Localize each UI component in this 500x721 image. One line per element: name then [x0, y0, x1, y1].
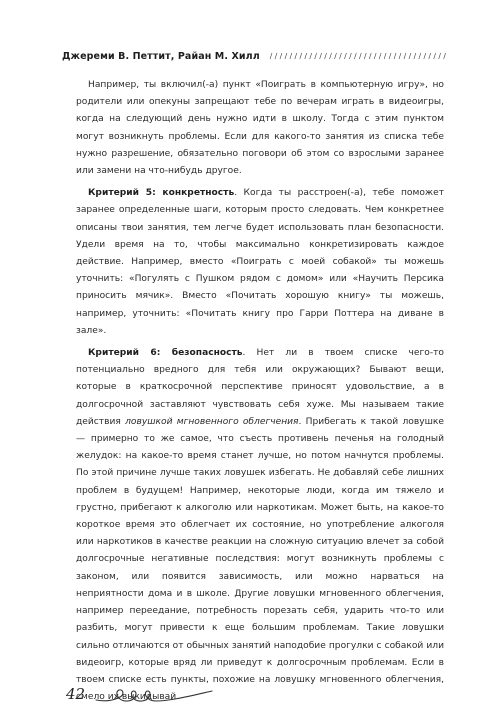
- body-text: [76, 77, 444, 706]
- hatch-stroke: [354, 53, 356, 59]
- swirl-ornament: [94, 683, 224, 711]
- hatch-stroke: [389, 53, 391, 59]
- hatch-stroke: [434, 53, 436, 59]
- running-header: [62, 48, 452, 64]
- hatch-stroke: [305, 53, 307, 59]
- hatch-stroke: [359, 53, 361, 59]
- page-number: 42: [66, 685, 86, 703]
- hatch-stroke: [439, 53, 441, 59]
- hatch-stroke: [379, 53, 381, 59]
- hatch-stroke: [409, 53, 411, 59]
- hatch-stroke: [319, 53, 321, 59]
- hatch-stroke: [414, 53, 416, 59]
- hatch-stroke: [290, 53, 292, 59]
- hatch-stroke: [443, 53, 445, 59]
- hatch-stroke: [429, 53, 431, 59]
- header-decorative-hatching: [268, 50, 452, 62]
- hatch-stroke: [419, 53, 421, 59]
- hatch-stroke: [285, 53, 287, 59]
- hatch-stroke: [384, 53, 386, 59]
- hatch-stroke: [369, 53, 371, 59]
- paragraph-3-text-after: . Прибегать к такой ловушке — примерно то же самое, что съесть противень печенья на голодный желудок: на какое-то время станет лучше, но потом начнутся проблемы. По этой причине лучше таких ловушек избегать. Не добавляй себе лишних проблем в будущем! Например, некоторые люди, когда им тяжело и грустно, прибегают к алкоголю или наркотикам. Может быть, на какое-то короткое время это облегчает их состояние, но употребление алкоголя или наркотиков в качестве реакции на сложную ситуацию влечет за собой долгосрочные негативные последствия: могут возникнуть проблемы с законом, или появится зависимость, или можно нарваться на неприятности дома и в школе. Другие ловушки мгновенного облегчения, например переедание, потребность порезать себя, ударить что-то или разбить, могут привести к еще большим проблемам. Такие ловушки сильно отличаются от обычных занятий наподобие прогулки с собакой или видеоигр, которые вряд ли приведут к долгосрочным проблемам. Если в твоем списке есть пункты, похожие на ловушку мгновенного облегчения, смело их выкидывай.: [76, 416, 444, 703]
- hatch-stroke: [364, 53, 366, 59]
- hatch-stroke: [270, 53, 272, 59]
- hatch-stroke: [315, 53, 317, 59]
- hatch-stroke: [275, 53, 277, 59]
- header-authors: Джереми В. Петтит, Райан М. Хилл: [62, 50, 260, 62]
- hatch-stroke: [349, 53, 351, 59]
- hatch-stroke: [310, 53, 312, 59]
- criterion-6-heading: Критерий 6: безопасность: [88, 348, 243, 359]
- hatch-stroke: [329, 53, 331, 59]
- paragraph-2-text: . Когда ты расстроен(-а), тебе поможет заранее определенные шаги, которым просто следовать. Чем конкретнее описаны твои занятия, тем легче будет использовать план безопасности. Удели время на то, чтобы максимально конкретизировать каждое действие. Например, вместо «Поиграть с моей собакой» ты можешь уточнить: «Погулять с Пушком рядом с домом» или «Научить Персика приносить мячик». Вместо «Почитать хорошую книгу» ты можешь, например, уточнить: «Почитать книгу про Гарри Поттера на диване в зале».: [76, 188, 444, 336]
- hatch-stroke: [334, 53, 336, 59]
- hatch-stroke: [399, 53, 401, 59]
- paragraph-1-text: Например, ты включил(-а) пункт «Поиграть в компьютерную игру», но родители или опекуны запрещают тебе по вечерам играть в видеоигры, когда на следующий день нужно идти в школу. Тогда с этим пунктом могут возникнуть проблемы. Если для какого-то занятия из списка тебе нужно разрешение, обязательно поговори об этом со взрослыми заранее или замени на что-нибудь другое.: [76, 80, 444, 177]
- hatch-stroke: [424, 53, 426, 59]
- criterion-5-heading: Критерий 5: конкретность: [88, 188, 235, 199]
- paragraph-1: [76, 77, 444, 180]
- hatch-stroke: [374, 53, 376, 59]
- page-footer: [66, 683, 226, 711]
- hatch-stroke: [280, 53, 282, 59]
- hatch-stroke: [295, 53, 297, 59]
- hatch-stroke: [324, 53, 326, 59]
- paragraph-criterion-6: [76, 345, 444, 706]
- paragraph-3-text-before: . Нет ли в твоем списке чего-то потенциально вредного для тебя или окружающих? Бывают вещи, которые в краткосрочной перспективе приносят удовольствие, а в долгосрочной заставляют чувствовать себя хуже. Мы называем такие действия: [76, 348, 444, 427]
- emphasis-term: ловушкой мгновенного облегчения: [125, 416, 299, 427]
- paragraph-criterion-5: [76, 185, 444, 340]
- hatch-stroke: [394, 53, 396, 59]
- hatch-stroke: [404, 53, 406, 59]
- hatch-stroke: [300, 53, 302, 59]
- hatch-stroke: [344, 53, 346, 59]
- hatch-stroke: [339, 53, 341, 59]
